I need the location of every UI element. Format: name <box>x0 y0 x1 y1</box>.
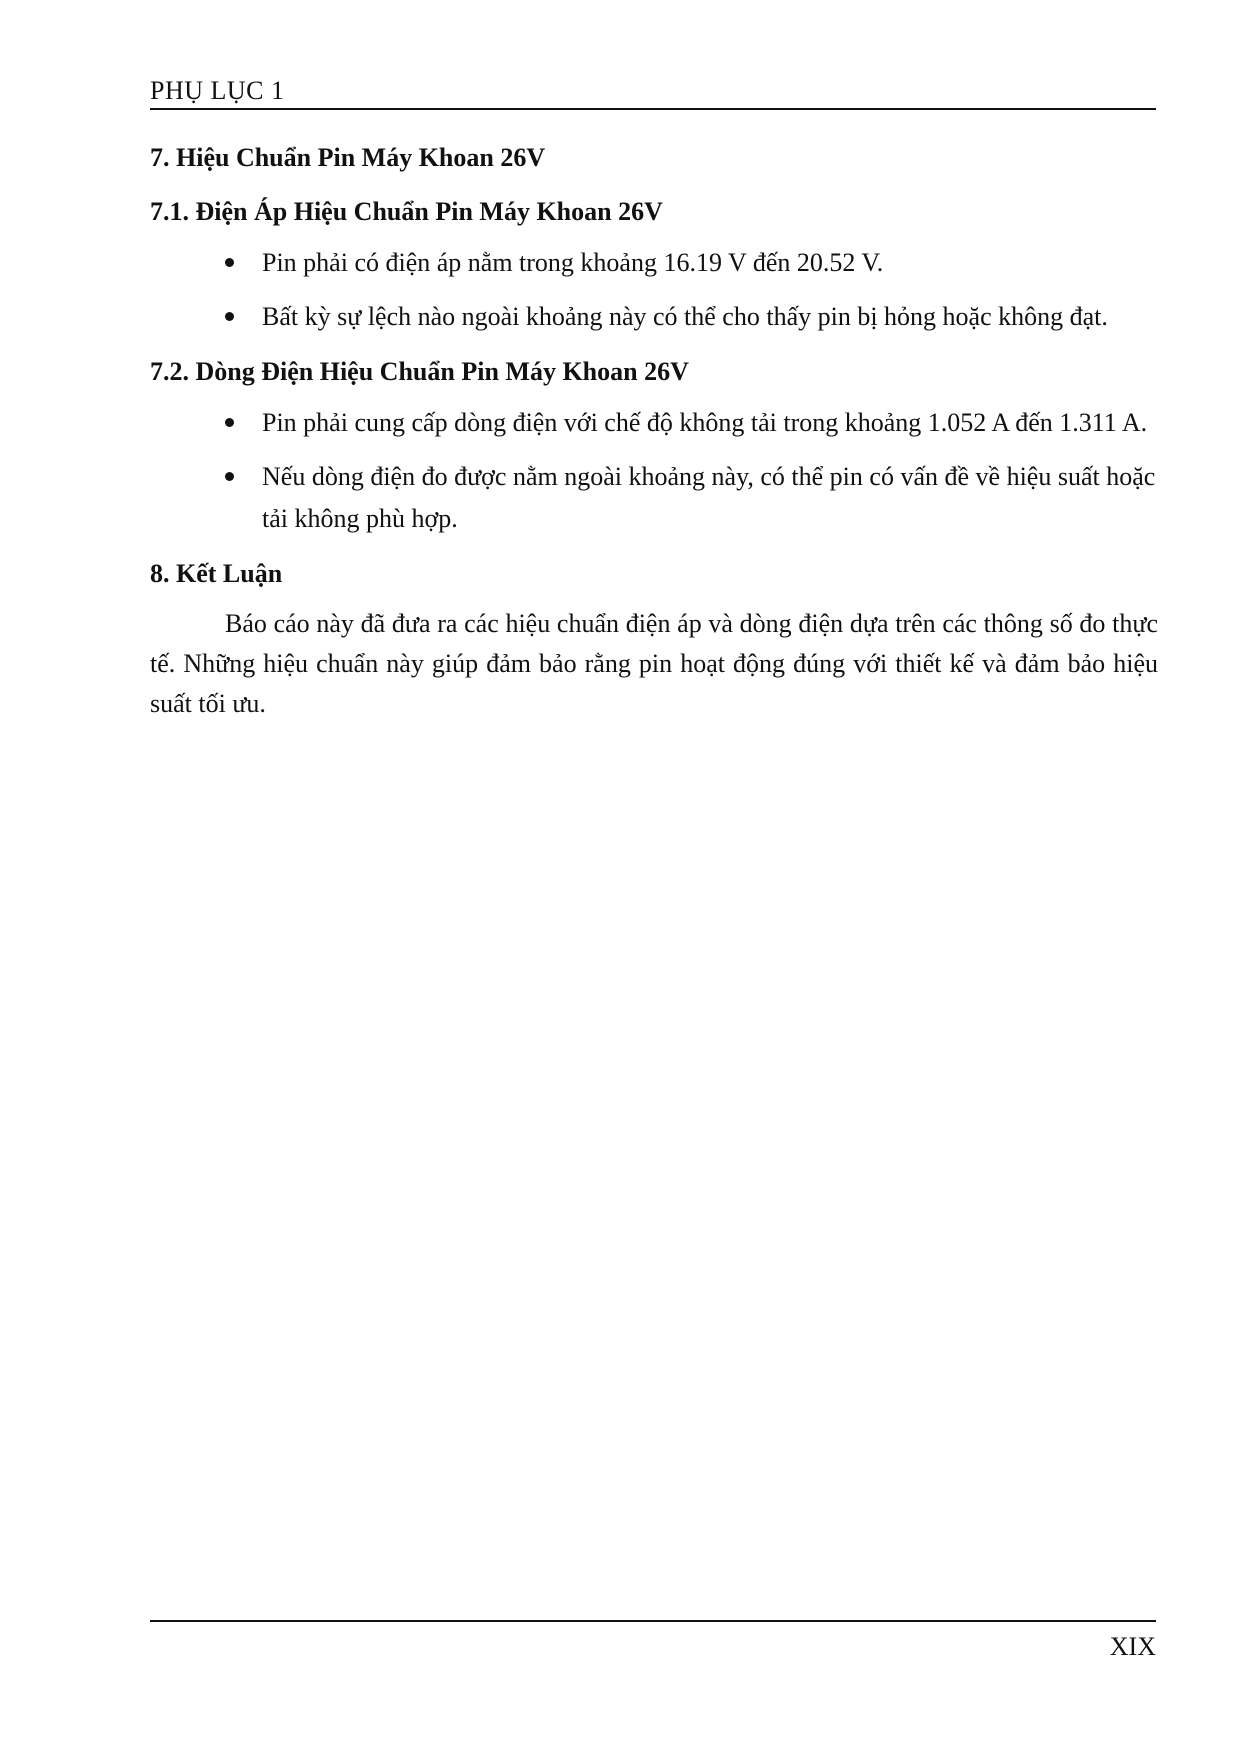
list-item <box>150 296 1158 338</box>
list-item <box>150 402 1158 444</box>
bullet-text: Nếu dòng điện đo được nằm ngoài khoảng này, có thể pin có vấn đề về hiệu suất hoặc tải không phù hợp. <box>262 462 1156 533</box>
bullet-text: Bất kỳ sự lệch nào ngoài khoảng này có thể cho thấy pin bị hỏng hoặc không đạt. <box>262 302 1108 331</box>
list-item <box>150 456 1158 540</box>
bullet-text: Pin phải cung cấp dòng điện với chế độ không tải trong khoảng 1.052 A đến 1.311 A. <box>262 408 1148 437</box>
section-7-1-heading: 7.1. Điện Áp Hiệu Chuẩn Pin Máy Khoan 26V <box>150 197 663 226</box>
bullet-icon <box>225 312 234 321</box>
section-7-heading: 7. Hiệu Chuẩn Pin Máy Khoan 26V <box>150 143 546 172</box>
document-body <box>150 136 1158 724</box>
conclusion-paragraph: Báo cáo này đã đưa ra các hiệu chuẩn điện áp và dòng điện dựa trên các thông số đo thực tế. Những hiệu chuẩn này giúp đảm bảo rằng pin hoạt động đúng với thiết kế và đảm bảo hiệu suất tối ưu. <box>150 609 1158 718</box>
page-header <box>150 70 1156 110</box>
section-7-2-heading: 7.2. Dòng Điện Hiệu Chuẩn Pin Máy Khoan 26V <box>150 357 689 386</box>
section-8-heading: 8. Kết Luận <box>150 559 283 588</box>
page-footer <box>150 1620 1156 1661</box>
bullet-icon <box>225 418 234 427</box>
bullet-text: Pin phải có điện áp nằm trong khoảng 16.19 V đến 20.52 V. <box>262 248 884 277</box>
header-title: PHỤ LỤC 1 <box>150 76 285 105</box>
section-7-2-bullet-list <box>150 402 1158 540</box>
bullet-icon <box>225 472 234 481</box>
section-7-1-bullet-list <box>150 242 1158 338</box>
bullet-icon <box>225 258 234 267</box>
page-number: XIX <box>1109 1632 1156 1661</box>
list-item <box>150 242 1158 284</box>
